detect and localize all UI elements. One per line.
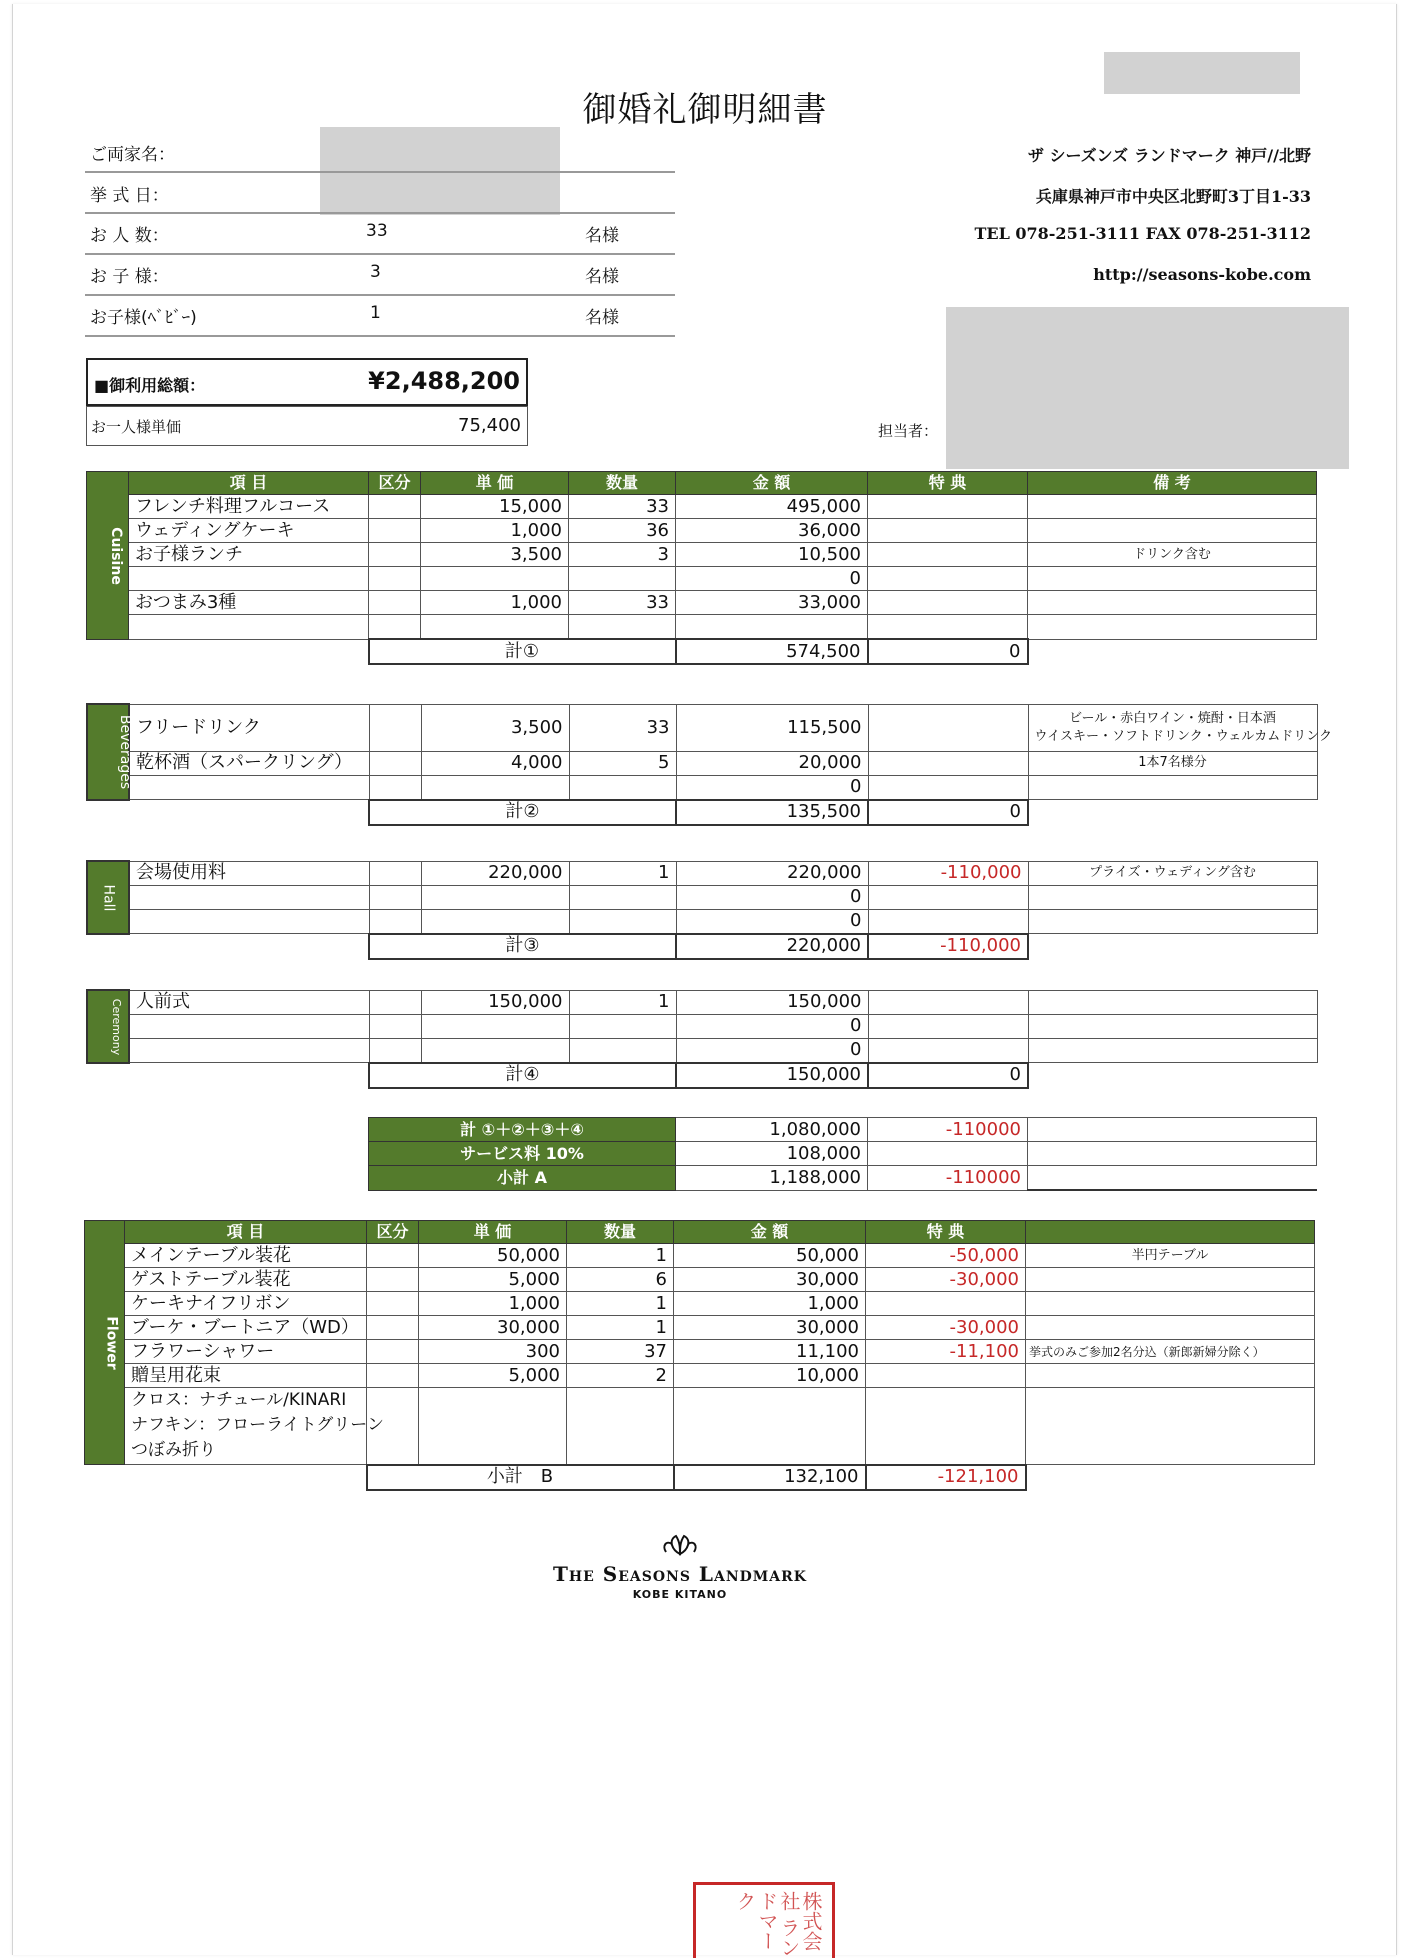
table-cell: -50,000 [866, 1244, 1026, 1268]
subtotal-label: 計③ [369, 934, 676, 959]
table-cell: おつまみ3種 [129, 591, 369, 615]
table-cell: -11,100 [866, 1340, 1026, 1364]
table-cell: 300 [419, 1340, 567, 1364]
table-cell [868, 567, 1028, 591]
table-cell: お子様ランチ [129, 543, 369, 567]
table-cell: 495,000 [676, 495, 868, 519]
col-benefit: 特 典 [868, 472, 1028, 495]
table-cell: 0 [676, 775, 868, 800]
venue-logo [530, 1532, 830, 1601]
table-cell [87, 1063, 129, 1088]
table-cell: 50,000 [674, 1244, 866, 1268]
table-cell [129, 800, 369, 825]
table-cell: 0 [676, 1014, 868, 1038]
table-cell [367, 1316, 419, 1340]
table-cell: 1,000 [674, 1292, 866, 1316]
table-cell: メインテーブル装花 [125, 1244, 367, 1268]
table-cell: 1 [567, 1244, 674, 1268]
table-cell: 36 [569, 519, 676, 543]
venue-url: http://seasons-kobe.com [1093, 265, 1311, 284]
flower-notes-row [85, 1388, 1315, 1465]
table-row [87, 775, 1317, 800]
table-cell: 1 [569, 861, 676, 885]
venue-name: ザ シーズンズ ランドマーク 神戸//北野 [1027, 146, 1311, 165]
table-cell [868, 704, 1028, 751]
table-cell: サービス料 10% [369, 1142, 676, 1166]
table-cell: 1 [567, 1292, 674, 1316]
company-seal-stamp [693, 1882, 835, 1958]
cell-text: ビール・赤白ワイン・焼酎・日本酒 [1069, 710, 1276, 726]
table-cell: 半円テーブル [1026, 1244, 1315, 1268]
table-cell [1028, 591, 1317, 615]
subtotal-amount: 132,100 [674, 1465, 866, 1490]
logo-sub: KOBE KITANO [632, 1588, 728, 1601]
table-cell [1028, 615, 1317, 640]
staff-label: 担当者： [878, 422, 939, 440]
per-person-label: お一人様単価 [91, 418, 182, 436]
subtotal-row [87, 934, 1317, 959]
cell-text: Beverages [117, 715, 134, 790]
table-cell [1028, 1142, 1317, 1166]
table-cell [569, 567, 676, 591]
subtotal-amount: 135,500 [676, 800, 868, 825]
table-cell [1028, 1063, 1317, 1088]
table-cell [1028, 909, 1317, 934]
table-cell [367, 1364, 419, 1388]
col-kubun: 区分 [367, 1221, 419, 1244]
beverages-table [86, 703, 1332, 826]
table-cell: 15,000 [421, 495, 569, 519]
table-cell [569, 1038, 676, 1063]
table-row [87, 1038, 1317, 1063]
table-cell [1026, 1268, 1315, 1292]
table-cell: 5,000 [419, 1268, 567, 1292]
table-cell: 30,000 [419, 1316, 567, 1340]
table-row [87, 495, 1317, 519]
table-cell [1026, 1221, 1315, 1244]
table-cell: ケーキナイフリボン [125, 1292, 367, 1316]
subtotal-amount: 150,000 [676, 1063, 868, 1088]
table-cell [1028, 775, 1317, 800]
table-cell: 1 [569, 990, 676, 1014]
col-benefit: 特 典 [866, 1221, 1026, 1244]
table-cell [369, 775, 421, 800]
table-cell [129, 615, 369, 640]
subtotal-benefit: 0 [868, 800, 1028, 825]
flower-table [84, 1220, 1315, 1491]
flower-ornament-icon [658, 1532, 702, 1558]
table-cell: フラワーシャワー [125, 1340, 367, 1364]
cuisine-table [86, 471, 1317, 665]
table-cell: 20,000 [676, 751, 868, 775]
table-cell [369, 519, 421, 543]
table-cell: 0 [676, 567, 868, 591]
table-cell [868, 519, 1028, 543]
table-cell [419, 1388, 567, 1465]
section-label-flower [85, 1221, 125, 1465]
table-cell: 会場使用料 [129, 861, 369, 885]
table-header [85, 1221, 1315, 1244]
table-cell [569, 615, 676, 640]
summary-table [368, 1117, 1317, 1191]
table-cell: 5,000 [419, 1364, 567, 1388]
table-cell [1028, 990, 1317, 1014]
table-cell [1026, 1364, 1315, 1388]
table-cell [367, 1268, 419, 1292]
table-cell: プライズ・ウェディング含む [1028, 861, 1317, 885]
subtotal-label: 計② [369, 800, 676, 825]
cell-text: Hall [99, 884, 116, 912]
table-row [87, 567, 1317, 591]
subtotal-row [87, 1063, 1317, 1088]
hall-table [86, 860, 1318, 960]
table-cell [369, 615, 421, 640]
subtotal-row [87, 800, 1317, 825]
table-row [85, 1340, 1315, 1364]
table-cell [868, 543, 1028, 567]
table-cell [421, 567, 569, 591]
col-item: 項 目 [129, 472, 369, 495]
table-cell: 33 [569, 704, 676, 751]
col-kubun: 区分 [369, 472, 421, 495]
table-cell [369, 1038, 421, 1063]
table-cell [1028, 934, 1317, 959]
table-cell: 33,000 [676, 591, 868, 615]
table-cell: 33 [569, 495, 676, 519]
table-cell: 11,100 [674, 1340, 866, 1364]
table-cell [868, 885, 1028, 909]
section-label-beverages [87, 704, 134, 800]
table-cell [868, 990, 1028, 1014]
summary-row [369, 1118, 1317, 1142]
table-cell [369, 1014, 421, 1038]
table-cell: 220,000 [421, 861, 569, 885]
table-cell: 2 [567, 1364, 674, 1388]
total-value: ¥2,488,200 [368, 367, 520, 395]
guests-label: お 人 数： [90, 226, 169, 246]
table-cell: 3,500 [421, 543, 569, 567]
section-label-ceremony [87, 990, 129, 1063]
table-cell [569, 1014, 676, 1038]
table-row [87, 990, 1317, 1014]
table-cell [129, 934, 369, 959]
subtotal-benefit: 0 [868, 1063, 1028, 1088]
table-cell [868, 615, 1028, 640]
table-cell: 108,000 [676, 1142, 868, 1166]
table-cell [868, 1014, 1028, 1038]
guests-unit: 名様 [585, 226, 619, 246]
table-cell: 乾杯酒（スパークリング） [129, 751, 369, 775]
table-cell [569, 885, 676, 909]
table-cell [866, 1292, 1026, 1316]
table-cell [868, 775, 1028, 800]
subtotal-label: 小計 B [367, 1465, 674, 1490]
cell-text: Flower [103, 1316, 120, 1370]
baby-value: 1 [370, 303, 381, 323]
table-cell: 150,000 [421, 990, 569, 1014]
cell-text: Ceremony [110, 999, 124, 1056]
table-cell [421, 1014, 569, 1038]
table-cell [85, 1465, 125, 1490]
table-row [85, 1292, 1315, 1316]
table-cell [866, 1364, 1026, 1388]
table-cell [367, 1340, 419, 1364]
venue-tel-fax: TEL 078-251-3111 FAX 078-251-3112 [974, 224, 1311, 243]
table-cell [1028, 639, 1317, 664]
table-cell [866, 1388, 1026, 1465]
table-cell [1028, 1038, 1317, 1063]
document-title: 御婚礼御明細書 [582, 90, 828, 130]
table-cell [868, 909, 1028, 934]
table-cell [87, 934, 129, 959]
logo-name: The Seasons Landmark [553, 1562, 807, 1586]
table-cell [129, 639, 369, 664]
table-row [87, 704, 1317, 751]
table-cell [369, 885, 421, 909]
table-cell: 3 [569, 543, 676, 567]
table-row [85, 1244, 1315, 1268]
table-row [87, 1014, 1317, 1038]
table-cell [1028, 519, 1317, 543]
table-row [85, 1316, 1315, 1340]
redaction-top-right [1104, 52, 1300, 94]
table-cell: ゲストテーブル装花 [125, 1268, 367, 1292]
subtotal-amount: 574,500 [676, 639, 868, 664]
document-page [12, 4, 1397, 1955]
table-cell: 0 [676, 885, 868, 909]
table-cell [1028, 495, 1317, 519]
stamp-text: 株式会社 ランドマーク [733, 1891, 823, 1958]
col-amount: 金 額 [674, 1221, 866, 1244]
table-cell [129, 885, 369, 909]
underline-divider [85, 212, 675, 214]
table-cell [369, 704, 421, 751]
table-cell [129, 909, 369, 934]
subtotal-benefit: -121,100 [866, 1465, 1026, 1490]
table-cell [369, 861, 421, 885]
note-fold: つぼみ折り [131, 1440, 216, 1460]
table-cell: ウェディングケーキ [129, 519, 369, 543]
table-row [85, 1364, 1315, 1388]
table-cell: 1,000 [421, 591, 569, 615]
table-cell [868, 591, 1028, 615]
table-cell: フレンチ料理フルコース [129, 495, 369, 519]
table-cell: 6 [567, 1268, 674, 1292]
table-cell [129, 1014, 369, 1038]
table-cell [129, 775, 369, 800]
col-price: 単 価 [419, 1221, 567, 1244]
col-price: 単 価 [421, 472, 569, 495]
total-amount-box [86, 358, 528, 406]
table-cell: -110000 [868, 1118, 1028, 1142]
table-cell: 10,000 [674, 1364, 866, 1388]
table-cell [1028, 567, 1317, 591]
subtotal-benefit: -110,000 [868, 934, 1028, 959]
table-cell [569, 909, 676, 934]
table-cell: 挙式のみご参加2名分込（新郎新婦分除く） [1026, 1340, 1315, 1364]
summary-row [369, 1142, 1317, 1166]
table-cell: -30,000 [866, 1268, 1026, 1292]
subtotal-label: 計① [369, 639, 676, 664]
cell-text: Cuisine [107, 526, 124, 585]
table-cell: 人前式 [129, 990, 369, 1014]
table-cell [129, 567, 369, 591]
subtotal-amount: 220,000 [676, 934, 868, 959]
per-person-value: 75,400 [458, 415, 521, 436]
note-cloth: クロス：ナチュール/KINARI [131, 1390, 347, 1410]
per-person-row [86, 406, 528, 446]
table-cell [421, 885, 569, 909]
table-row [87, 519, 1317, 543]
table-cell: 0 [676, 909, 868, 934]
col-item: 項 目 [125, 1221, 367, 1244]
table-cell [1026, 1465, 1315, 1490]
table-header [87, 472, 1317, 495]
table-cell: フリードリンク [129, 704, 369, 751]
col-amount: 金 額 [676, 472, 868, 495]
table-row [87, 543, 1317, 567]
table-cell: 50,000 [419, 1244, 567, 1268]
table-cell [868, 1038, 1028, 1063]
note-napkin: ナフキン：フローライトグリーン [131, 1415, 384, 1435]
baby-label: お子様(ﾍﾞﾋﾞｰ) [90, 308, 197, 328]
subtotal-label: 計④ [369, 1063, 676, 1088]
table-cell [1028, 1166, 1317, 1191]
section-label-cuisine [87, 472, 129, 640]
table-cell [421, 909, 569, 934]
table-cell: 1,000 [421, 519, 569, 543]
table-cell: 1 [567, 1316, 674, 1340]
table-cell [567, 1388, 674, 1465]
table-cell: 1,188,000 [676, 1166, 868, 1191]
table-cell: 33 [569, 591, 676, 615]
table-row [87, 861, 1317, 885]
table-cell: 贈呈用花束 [125, 1364, 367, 1388]
col-qty: 数量 [569, 472, 676, 495]
table-cell: -30,000 [866, 1316, 1026, 1340]
baby-unit: 名様 [585, 308, 619, 328]
table-cell: 30,000 [674, 1268, 866, 1292]
table-cell: 計 ①＋②＋③＋④ [369, 1118, 676, 1142]
table-row [85, 1268, 1315, 1292]
table-cell [674, 1388, 866, 1465]
col-qty: 数量 [567, 1221, 674, 1244]
table-cell [369, 495, 421, 519]
date-label: 挙 式 日： [90, 186, 169, 206]
children-value: 3 [370, 262, 381, 282]
subtotal-benefit: 0 [868, 639, 1028, 664]
table-cell: 10,500 [676, 543, 868, 567]
table-cell [369, 751, 421, 775]
table-cell: -110000 [868, 1166, 1028, 1191]
ceremony-table [86, 989, 1318, 1089]
table-cell [1028, 704, 1332, 751]
table-cell [369, 591, 421, 615]
venue-address: 兵庫県神戸市中央区北野町3丁目1-33 [1035, 187, 1311, 206]
table-cell [421, 615, 569, 640]
total-label: ■御利用総額： [94, 376, 206, 395]
table-cell [129, 1038, 369, 1063]
table-cell [1028, 1118, 1317, 1142]
table-row [87, 909, 1317, 934]
table-cell [129, 1063, 369, 1088]
section-label-hall [87, 861, 129, 934]
table-cell [1028, 1014, 1317, 1038]
table-cell: 1本7名様分 [1028, 751, 1317, 775]
table-cell [1028, 800, 1317, 825]
table-cell [868, 1142, 1028, 1166]
table-cell [369, 543, 421, 567]
table-cell [1026, 1316, 1315, 1340]
table-cell [868, 751, 1028, 775]
family-label: ご両家名： [90, 145, 175, 165]
underline-divider [85, 253, 675, 255]
table-cell: 小計 A [369, 1166, 676, 1191]
col-remark: 備 考 [1028, 472, 1317, 495]
table-row [87, 615, 1317, 640]
cell-text: ウイスキー・ソフトドリンク・ウェルカムドリンク [1034, 728, 1332, 744]
guests-value: 33 [366, 221, 388, 241]
table-cell: ドリンク含む [1028, 543, 1317, 567]
table-cell [569, 775, 676, 800]
table-cell: 0 [676, 1038, 868, 1063]
table-cell [87, 639, 129, 664]
table-cell [367, 1244, 419, 1268]
table-cell: 5 [569, 751, 676, 775]
underline-divider [85, 294, 675, 296]
table-cell: 220,000 [676, 861, 868, 885]
table-cell: 1,000 [419, 1292, 567, 1316]
redaction-staff-name [946, 307, 1349, 469]
table-cell [125, 1465, 367, 1490]
table-cell [421, 1038, 569, 1063]
subtotal-row [87, 639, 1317, 664]
table-cell: 150,000 [676, 990, 868, 1014]
table-cell [369, 990, 421, 1014]
table-cell: ブーケ・ブートニア（WD） [125, 1316, 367, 1340]
table-cell [676, 615, 868, 640]
table-cell [369, 567, 421, 591]
underline-divider [85, 171, 675, 173]
table-cell [868, 495, 1028, 519]
table-cell [367, 1292, 419, 1316]
summary-row [369, 1166, 1317, 1191]
table-cell: 37 [567, 1340, 674, 1364]
table-cell: 36,000 [676, 519, 868, 543]
table-cell: 30,000 [674, 1316, 866, 1340]
table-cell: -110,000 [868, 861, 1028, 885]
table-cell: 1,080,000 [676, 1118, 868, 1142]
table-cell: 4,000 [421, 751, 569, 775]
subtotal-row [85, 1465, 1315, 1490]
table-cell [87, 800, 129, 825]
table-cell: 3,500 [421, 704, 569, 751]
table-cell: 115,500 [676, 704, 868, 751]
table-row [87, 591, 1317, 615]
underline-divider [85, 335, 675, 337]
table-cell [1026, 1292, 1315, 1316]
children-label: お 子 様： [90, 267, 169, 287]
table-row [87, 885, 1317, 909]
children-unit: 名様 [585, 267, 619, 287]
table-cell [1028, 885, 1317, 909]
table-cell [369, 909, 421, 934]
table-row [87, 751, 1317, 775]
table-cell [125, 1388, 384, 1465]
table-cell [1026, 1388, 1315, 1465]
table-cell [421, 775, 569, 800]
